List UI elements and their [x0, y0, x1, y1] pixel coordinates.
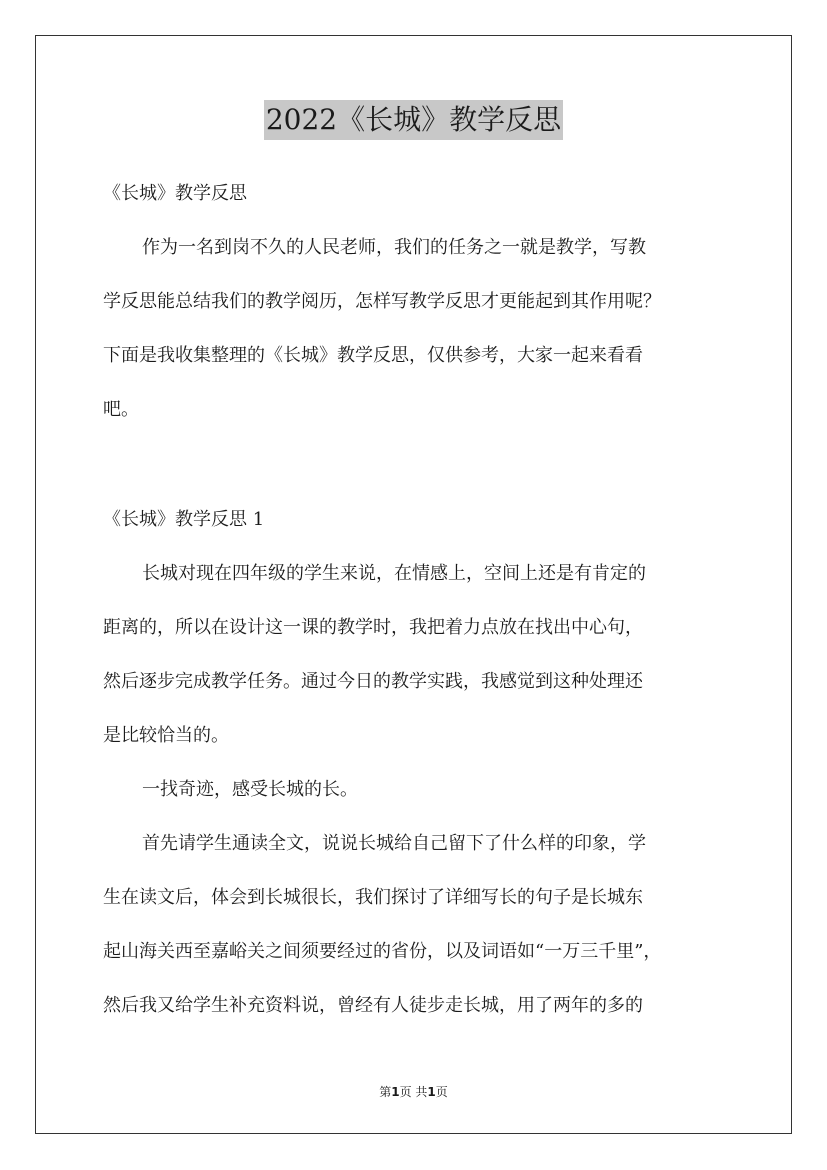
- section1-line: 长城对现在四年级的学生来说，在情感上，空间上还是有肯定的: [142, 563, 646, 584]
- section1-point: 一找奇迹，感受长城的长。: [142, 779, 358, 800]
- intro-heading: 《长城》教学反思: [103, 183, 247, 204]
- footer-prefix: 第: [379, 1085, 392, 1099]
- section1-line: 起山海关西至嘉峪关之间须要经过的省份，以及词语如“一万三千里”，: [103, 941, 662, 962]
- section1-line: 首先请学生通读全文，说说长城给自己留下了什么样的印象，学: [142, 833, 646, 854]
- section1-heading: 《长城》教学反思 1: [103, 509, 265, 530]
- footer-page-number: 1: [391, 1085, 400, 1099]
- section1-line: 距离的，所以在设计这一课的教学时，我把着力点放在找出中心句，: [103, 617, 643, 638]
- section1-line: 然后逐步完成教学任务。通过今日的教学实践，我感觉到这种处理还: [103, 671, 643, 692]
- intro-line: 学反思能总结我们的教学阅历，怎样写教学反思才更能起到其作用呢？: [103, 291, 661, 312]
- intro-line: 下面是我收集整理的《长城》教学反思，仅供参考，大家一起来看看: [103, 345, 643, 366]
- section1-line: 然后我又给学生补充资料说，曾经有人徒步走长城，用了两年的多的: [103, 995, 643, 1016]
- intro-line: 吧。: [103, 399, 139, 420]
- footer-total-pages: 1: [427, 1085, 436, 1099]
- page-footer: [0, 1084, 827, 1100]
- section1-line: 生在读文后，体会到长城很长，我们探讨了详细写长的句子是长城东: [103, 887, 643, 908]
- section1-line: 是比较恰当的。: [103, 725, 229, 746]
- footer-mid: 页 共: [399, 1085, 428, 1099]
- intro-line: 作为一名到岗不久的人民老师，我们的任务之一就是教学，写教: [142, 237, 646, 258]
- footer-suffix: 页: [435, 1085, 448, 1099]
- document-title: 2022《长城》教学反思: [264, 100, 563, 140]
- title-container: [0, 100, 827, 140]
